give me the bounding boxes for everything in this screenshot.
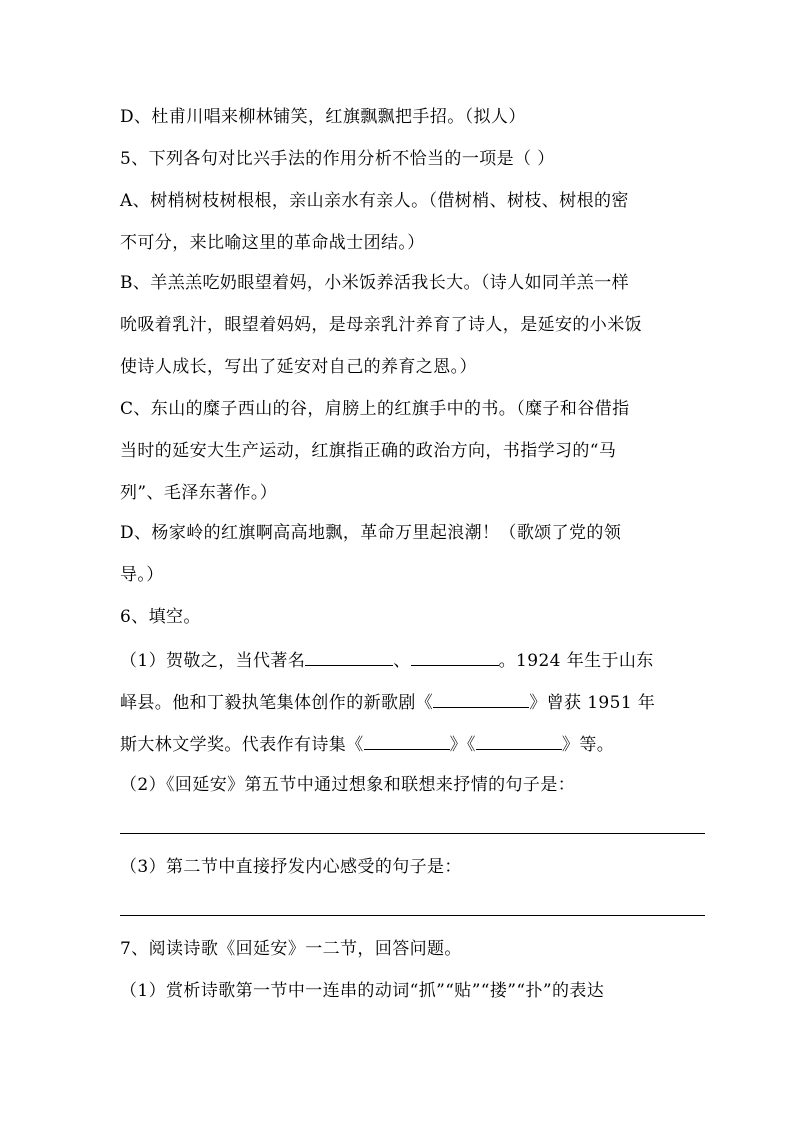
answer-line[interactable] [120,915,705,916]
fill-text: 》等。 [561,735,615,755]
fill-text: 。1924 年生于山东 [498,651,654,671]
answer-line[interactable] [120,833,705,834]
option-c-line2: 当时的延安大生产运动，红旗指正确的政治方向，书指学习的“马 [120,441,617,461]
fill-text: 斯大林文学奖。代表作有诗集《 [120,735,364,755]
option-d-line2: 导。） [120,565,164,585]
question-6-2: （2）《回延安》第五节中通过想象和联想来抒情的句子是： [120,775,576,795]
option-b-line1: B、羊羔羔吃奶眼望着妈，小米饭养活我长大。（诗人如同羊羔一样 [120,273,629,293]
fill-line-2 [120,690,710,714]
question-6-title: 6、填空。 [120,607,201,627]
option-b-line2: 吮吸着乳汁，眼望着妈妈，是母亲乳汁养育了诗人，是延安的小米饭 [120,315,642,335]
fill-text: 》《 [449,735,476,755]
answer-blank[interactable] [364,732,450,750]
answer-blank[interactable] [411,648,499,666]
answer-blank[interactable] [433,690,529,708]
option-a-line2: 不可分，来比喻这里的革命战士团结。） [120,233,425,253]
option-b-line3: 使诗人成长，写出了延安对自己的养育之恩。） [120,357,477,377]
question-7-title: 7、阅读诗歌《回延安》一二节，回答问题。 [120,939,462,959]
option-d-line1: D、杨家岭的红旗啊高高地飘，革命万里起浪潮！（歌颂了党的领 [120,523,622,543]
fill-text: 》曾获 1951 年 [529,693,656,713]
option-d-q4: D、杜甫川唱来柳林铺笑，红旗飘飘把手招。（拟人） [120,107,526,127]
answer-blank[interactable] [476,732,562,750]
answer-blank[interactable] [305,648,393,666]
option-c-line3: 列”、毛泽东著作。） [120,483,278,503]
option-a-line1: A、树梢树枝树根根，亲山亲水有亲人。（借树梢、树枝、树根的密 [120,191,629,211]
fill-line-3 [120,732,710,756]
question-5-stem: 5、下列各句对比兴手法的作用分析不恰当的一项是（ ） [120,149,555,169]
fill-text: 峄县。他和丁毅执笔集体创作的新歌剧《 [120,693,434,713]
fill-text: 、 [393,651,411,671]
fill-line-1 [120,648,710,672]
question-7-1: （1）赏析诗歌第一节中一连串的动词“抓”“贴”“搂”“扑”的表达 [120,981,605,1001]
question-6-3: （3）第二节中直接抒发内心感受的句子是： [120,857,462,877]
option-c-line1: C、东山的糜子西山的谷，肩膀上的红旗手中的书。（糜子和谷借指 [120,399,630,419]
fill-text: （1）贺敬之，当代著名 [120,651,306,671]
